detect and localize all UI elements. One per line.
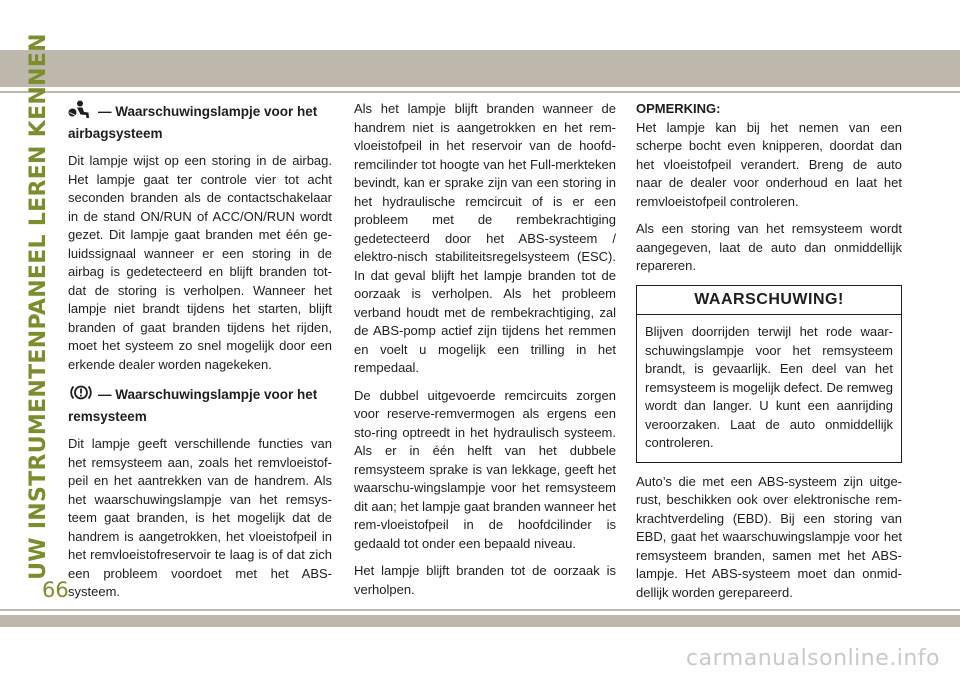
section-side-title [4,32,72,580]
note-label: OPMERKING: [636,101,721,116]
column-left [68,100,332,611]
brake-warning-icon [68,383,94,407]
airbag-heading [68,100,332,143]
airbag-icon [68,100,94,124]
brake-heading-text: — Waarschuwingslampje voor het remsysteem [68,387,318,424]
warning-text: Blijven doorrijden terwijl het rode waar-schuwingslampje voor het remsysteem brandt, is gevaarlijk. Een deel van het remsysteem is mogelijk defect. De remweg wordt dan langer. U kunt een aanrijding veroorzaken. Laat de auto onmiddellijk controleren. [645,324,893,450]
brake-heading [68,383,332,426]
footer-band [0,615,960,627]
column-middle [354,100,616,608]
column-right [636,100,902,611]
header-band [0,50,960,87]
right-paragraph-2: Als een storing van het remsysteem wordt aangegeven, laat de auto dan onmiddellijk repareren. [636,221,902,273]
airbag-paragraph: Dit lampje wijst op een storing in de airbag. Het lampje gaat ter controle vier tot acht seconden branden als de contactschakelaar in de stand ON/RUN of ACC/ON/RUN wordt gezet. Dit lampje gaat branden met één ge-luidssignaal wanneer er een storing in de airbag is gedetecteerd en blijft branden tot-dat de storing is verholpen. Wanneer het lampje niet brandt tijdens het starten, blijft branden of gaat branden tijdens het rijden, moet het systeem zo snel mogelijk door een erkende dealer worden nagekeken. [68,153,332,372]
airbag-heading-text: — Waarschuwingslampje voor het airbagsysteem [68,104,318,141]
watermark-text: carmanualsonline.info [686,646,940,671]
warning-title: WAARSCHUWING! [637,286,901,316]
right-paragraph-3: Auto’s die met een ABS-systeem zijn uitge-rust, beschikken ook over elektronische rem-krachtverdeling (EBD). Bij een storing van EBD, gaat het waarschuwingslampje voor het remsysteem branden, samen met het ABS-lampje. Het ABS-systeem moet dan onmid-dellijk worden gerepareerd. [636,473,902,600]
middle-paragraph-2: De dubbel uitgevoerde remcircuits zorgen voor reserve-remvermogen als ergens een sto-ring optreedt in het hydraulisch systeem. Als er in één helft van het dubbele remsysteem sprake is van lekkage, geeft het waarschu-wingslampje voor het remsysteem dit aan; het lampje gaat branden wanneer het rem-vloeistofpeil in de hoofdcilinder is gedaald tot onder een bepaald niveau. [354,387,616,551]
footer-rule [0,609,960,611]
page-number: 66 [42,578,69,602]
brake-paragraph: Dit lampje geeft verschillende functies van het remsysteem aan, zoals het remvloeistof-peil en het aantrekken van de handrem. Als het waarschuwingslampje van het remsys-teem gaat branden, is het mogelijk dat de handrem is aangetrokken, het vloeistofpeil in het remvloeistofreservoir te laag is of dat zich een probleem voordoet met het ABS-systeem. [68,436,332,599]
middle-paragraph-3: Het lampje blijft branden tot de oorzaak is verholpen. [354,563,616,597]
note-paragraph: Het lampje kan bij het nemen van een scherpe bocht even knipperen, doordat dan het vloeistofpeil verandert. Breng de auto naar de dealer voor onderhoud en laat het remvloeistofpeil controleren. [636,119,902,209]
header-rule [0,91,960,93]
warning-box [636,285,902,463]
middle-paragraph-1: Als het lampje blijft branden wanneer de handrem niet is aangetrokken en het rem-vloeistofpeil in het reservoir van de hoofd-remcilinder tot hoogte van het Full-merkteken bevindt, kan er sprake zijn van een storing in het hydraulische remcircuit of is er een probleem met de rembekrachtiging gedetecteerd door het ABS-systeem / elektro-nisch stabiliteitsregelsysteem (ESC). In dat geval blijft het lampje branden tot de oorzaak is verholpen. Als het probleem verband houdt met de rembekrachtiging, zal de ABS-pomp actief zijn tijdens het remmen en voelt u mogelijk een trilling in het rempedaal. [354,101,616,375]
side-title-text: UW INSTRUMENTENPANEEL LEREN KENNEN [25,32,51,580]
